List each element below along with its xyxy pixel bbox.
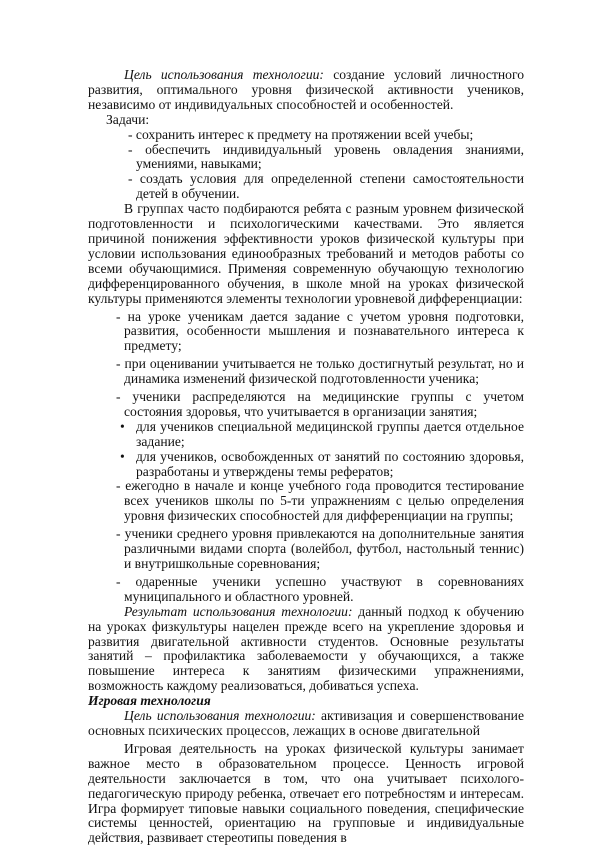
result-paragraph: [88, 605, 524, 694]
game-goal-text: активизация и совершенствование основных психических процессов, лежащих в основе двигательной: [88, 708, 524, 738]
list-item: - ежегодно в начале и конце учебного года проводится тестирование всех учеников школы по 5-ти упражнениям с целью определения уровня физических способностей для дифференциации на группы;: [116, 478, 524, 524]
intro-text: создание условий личностного развития, оптимального уровня физической активности учеников, независимо от индивидуальных способностей и особенностей.: [88, 67, 524, 112]
groups-paragraph: В группах часто подбираются ребята с разным уровнем физической подготовленности и психологическими качествами. Это является причиной понижения эффективности уроков физической культуры при условии использования единообразных требований и методов работы со всеми обучающимися. Применяя современную обучающую технологию дифференцированного обучения, в школе мной на уроках физической культуры применяются элементы технологии уровневой дифференциации:: [88, 201, 524, 306]
list-item: - на уроке ученикам дается задание с учетом уровня подготовки, развития, особенности мышления и познавательного интереса к предмету;: [116, 308, 524, 354]
list-item: - одаренные ученики успешно участвуют в соревнованиях муниципального и областного уровней.: [116, 573, 524, 604]
intro-lead: Цель использования технологии:: [124, 67, 324, 82]
task-item: - сохранить интерес к предмету на протяжении всей учебы;: [128, 126, 474, 142]
bullet-icon: •: [120, 448, 125, 464]
section-heading: Игровая технология: [88, 693, 211, 709]
bullet-text: для учеников, освобожденных от занятий по состоянию здоровья, разработаны и утверждены темы рефератов;: [136, 448, 524, 479]
game-paragraph: Игровая деятельность на уроках физической культуры занимает важное место в образовательном процессе. Ценность игровой деятельности заключается в том, что она учитывает психолого-педагогическую природу ребенка, отвечает его потребностям и интересам. Игра формирует типовые навыки социального поведения, специфические системы ценностей, ориентацию на групповые и индивидуальные действия, развивает стереотипы поведения в: [88, 740, 524, 846]
list-item: - ученики распределяются на медицинские группы с учетом состояния здоровья, что учитывается в организации занятия;: [116, 389, 524, 419]
list-item: - при оценивании учитывается не только достигнутый результат, но и динамика изменений физической подготовленности ученика;: [116, 356, 524, 387]
list-item: - ученики среднего уровня привлекаются на дополнительные занятия различными видами спорта (волейбол, футбол, настольный теннис) и внутришкольные соревнования;: [116, 526, 524, 571]
result-text: данный подход к обучению на уроках физкультуры нацелен прежде всего на укрепление здоровья и развития двигательной активности студентов. Основные результаты занятий – профилактика заболеваемости у обучающихся, а также повышение интереса к занятиям физическими упражнениями, возможность каждому реализоваться, добиваться успеха.: [88, 603, 524, 694]
document-page: [88, 68, 524, 846]
intro-paragraph: [88, 68, 524, 113]
bullet-text: для учеников специальной медицинской группы дается отдельное задание;: [136, 418, 524, 449]
tasks-header: Задачи:: [106, 111, 150, 127]
bullet-item: [88, 420, 524, 450]
game-goal-paragraph: [88, 709, 524, 739]
game-goal-lead: Цель использования технологии:: [124, 708, 316, 724]
result-lead: Результат использования технологии:: [124, 603, 353, 619]
bullet-icon: •: [120, 418, 125, 434]
task-item: - обеспечить индивидуальный уровень овладения знаниями, умениями, навыками;: [128, 141, 524, 172]
bullet-item: [88, 450, 524, 480]
task-item: - создать условия для определенной степени самостоятельности детей в обучении.: [128, 171, 524, 202]
